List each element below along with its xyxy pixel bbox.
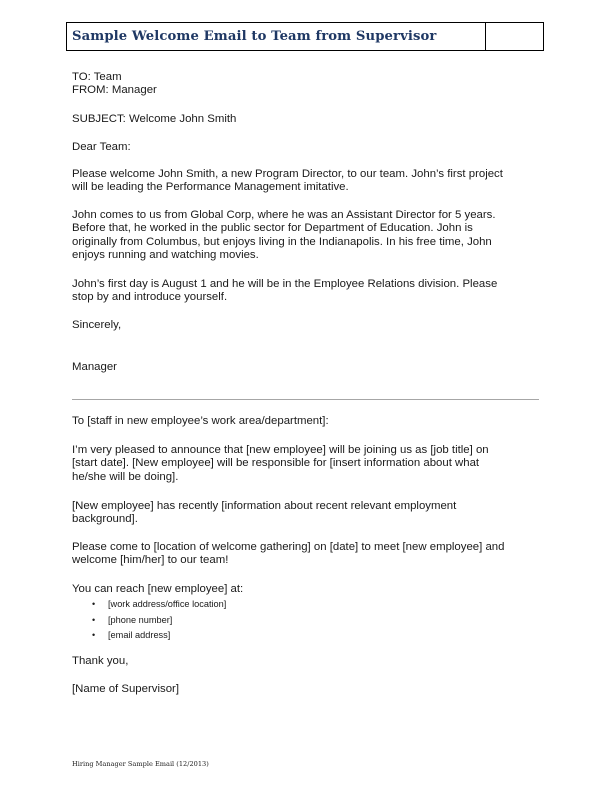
greeting-block (72, 141, 542, 154)
template-signature-block (72, 683, 542, 696)
bullet-icon: • (92, 630, 96, 640)
title-box (66, 22, 544, 51)
text-line: John’s first day is August 1 and he will be in the Employee Relations division. Please (72, 278, 498, 290)
text-line: stop by and introduce yourself. (72, 291, 228, 304)
salutation: To [staff in new employee’s work area/department]: (72, 415, 329, 427)
bullet-icon: • (92, 599, 96, 609)
closing: Sincerely, (72, 319, 122, 331)
page-title: Sample Welcome Email to Team from Supervisor (67, 23, 486, 50)
text-line: Please welcome John Smith, a new Program Director, to our team. John’s first project (72, 168, 503, 180)
list-item-text: [phone number] (108, 614, 173, 625)
reach-block (72, 583, 542, 596)
title-empty-cell (486, 23, 543, 50)
from-line: FROM: Manager (72, 84, 157, 97)
text-line: welcome [him/her] to our team! (72, 554, 229, 567)
text-line: John comes to us from Global Corp, where he was an Assistant Director for 5 years. (72, 209, 496, 221)
contact-list (92, 597, 226, 644)
text-line: he/she will be doing]. (72, 470, 179, 483)
signature-block (72, 361, 542, 374)
paragraph (72, 500, 542, 527)
thanks-block (72, 655, 542, 668)
email-header (72, 71, 542, 98)
to-line: TO: Team (72, 71, 122, 83)
text-line: Please come to [location of welcome gathering] on [date] to meet [new employee] and (72, 541, 505, 553)
text-line: will be leading the Performance Management imitative. (72, 181, 349, 194)
list-item (92, 628, 226, 644)
text-line: [start date]. [New employee] will be responsible for [insert information about what (72, 457, 480, 470)
list-item (92, 613, 226, 629)
subject-line: SUBJECT: Welcome John Smith (72, 113, 237, 125)
paragraph (72, 168, 542, 195)
text-line: Before that, he worked in the public sector for Department of Education. John is (72, 222, 473, 235)
text-line: enjoys running and watching movies. (72, 249, 259, 262)
paragraph (72, 209, 542, 263)
greeting: Dear Team: (72, 141, 131, 153)
text-line: background]. (72, 513, 138, 526)
divider (72, 399, 539, 400)
list-item-text: [work address/office location] (108, 599, 227, 609)
signature: Manager (72, 361, 117, 373)
bullet-icon: • (92, 614, 96, 625)
list-item (92, 597, 226, 613)
salutation-block (72, 415, 542, 428)
paragraph (72, 444, 542, 484)
reach-line: You can reach [new employee] at: (72, 583, 244, 595)
text-line: I’m very pleased to announce that [new employee] will be joining us as [job title] on (72, 444, 489, 456)
closing-block (72, 319, 542, 332)
text-line: [New employee] has recently [information about recent relevant employment (72, 500, 457, 512)
template-signature: [Name of Supervisor] (72, 683, 179, 695)
footer-text: Hiring Manager Sample Email (12/2013) (72, 760, 209, 768)
subject-block (72, 113, 542, 126)
thanks: Thank you, (72, 655, 129, 667)
paragraph (72, 278, 542, 305)
text-line: originally from Columbus, but enjoys living in the Indianapolis. In his free time, John (72, 235, 492, 248)
paragraph (72, 541, 542, 568)
list-item-text: [email address] (108, 630, 171, 640)
